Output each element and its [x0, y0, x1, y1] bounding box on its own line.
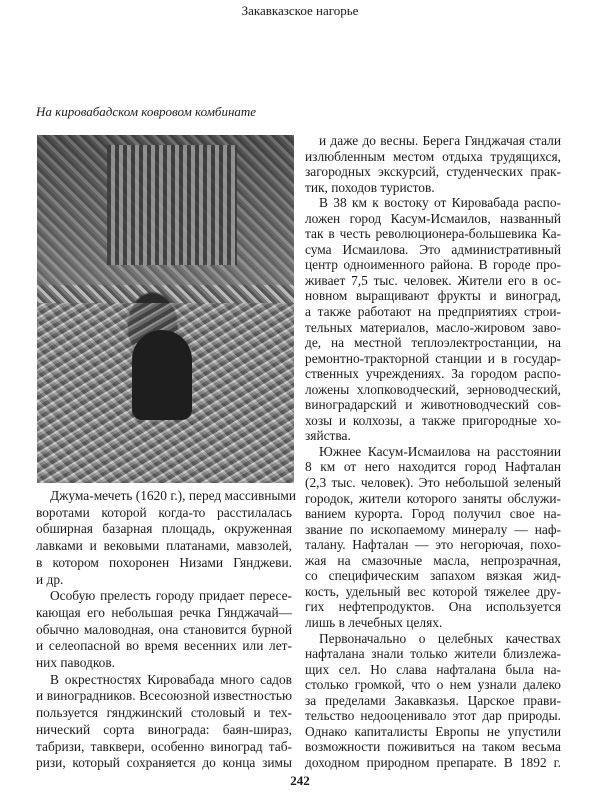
- hanging-carpet: [107, 145, 237, 265]
- text-line: талану. Нафталан — это негорючая, похо-: [305, 537, 561, 553]
- text-line: гих нефтепродуктов. Она используется: [305, 599, 561, 615]
- text-line: Особую прелесть городу придает пересе-: [50, 588, 292, 604]
- text-line: хозы и колхозы, а также пригородные хо-: [305, 412, 561, 428]
- text-line: так в честь революционера-большевика Ка-: [305, 226, 561, 242]
- paragraph: [305, 444, 561, 631]
- text-line: тельство недооценивало этот дар природы.: [305, 708, 561, 724]
- paragraph: [305, 195, 561, 444]
- weaver-figure: [132, 330, 192, 420]
- text-line: воротами которой когда-то расстилалась: [36, 504, 292, 520]
- text-line: них паводков.: [36, 655, 116, 671]
- text-line: и др.: [36, 571, 64, 587]
- text-line: живает 7,5 тыс. человек. Жители его в ос-: [305, 272, 561, 288]
- text-line: кающая его небольшая речка Гянджачай—: [36, 604, 292, 620]
- text-line: со специфическим запахом вязкая жид-: [305, 568, 561, 584]
- text-line: в котором похоронен Низами Гянджеви.: [36, 554, 292, 570]
- text-line: городок, жители которого заняты обслужи-: [305, 490, 561, 506]
- paragraph: [305, 631, 561, 771]
- text-line: Однако капиталисты Европы не упустили: [305, 723, 561, 739]
- text-line: новном выращивают фрукты и виноград,: [305, 288, 561, 304]
- text-line: нический сорта винограда: баян-шираз,: [36, 721, 292, 737]
- text-line: ложен город Касум-Исмаилов, названный: [305, 210, 561, 226]
- text-line: кость, удельный вес которой тяжелее дру-: [305, 583, 561, 599]
- text-line: и селеопасной во время весенних или лет-: [36, 638, 292, 654]
- text-line: щих сел. Но слава нафталана была на-: [305, 661, 561, 677]
- text-line: излюбленным местом отдыха трудящихся,: [305, 148, 561, 164]
- text-line: ремонтно-тракторной станции и в государ-: [305, 350, 561, 366]
- photo-caption: На кировабадском ковровом комбинате: [36, 104, 257, 119]
- text-line: загородных экскурсий, студенческих прак-: [305, 164, 561, 180]
- text-line: Джума-мечеть (1620 г.), перед массивными: [50, 488, 297, 503]
- text-line: лавками и вековыми платанами, мавзолей,: [36, 538, 292, 554]
- text-line: пользуется гянджинский столовый и тех-: [36, 705, 292, 721]
- text-line: ванием курорта. Город получил свое на-: [305, 506, 561, 522]
- text-line: тельных материалов, масло-жировом заво-: [305, 319, 561, 335]
- text-line: и даже до весны. Берега Гянджачая стали: [319, 133, 561, 148]
- text-line: обширная базарная площадь, окруженная: [36, 521, 292, 537]
- text-line: столько громкой, что о нем узнали далеко: [305, 677, 561, 693]
- text-line: за пределами Закавказья. Царское прави-: [305, 692, 561, 708]
- text-line: ложены хлопководческий, зерноводческий,: [305, 381, 561, 397]
- paragraph: [36, 588, 292, 672]
- text-line: Южнее Касум-Исмаилова на расстоянии: [319, 443, 561, 459]
- right-text-column: [305, 133, 561, 770]
- carpet-factory-photo: [37, 135, 294, 483]
- text-line: а также работают на предприятиях строи-: [305, 304, 561, 320]
- text-line: доходном природном препарате. В 1892 г.: [305, 754, 561, 770]
- text-line: ризи, который сохраняется до конца зимы: [36, 755, 292, 771]
- text-line: (2,3 тыс. человек). Это небольшой зеленый: [305, 475, 561, 491]
- left-text-column: [36, 488, 297, 772]
- text-line: нафталана знали только жители близлежа-: [305, 646, 561, 662]
- text-line: виноградарский и животноводческий сов-: [305, 397, 561, 413]
- text-line: лишь в лечебных целях.: [305, 614, 443, 630]
- paragraph: [36, 488, 297, 588]
- text-line: тик, походов туристов.: [305, 179, 435, 195]
- text-line: центр одноименного района. В городе про-: [305, 257, 561, 273]
- paragraph: [305, 133, 561, 195]
- text-line: жая на смазочные масла, непрозрачная,: [305, 552, 561, 568]
- text-line: Первоначально о целебных качествах: [319, 630, 561, 646]
- paragraph: [36, 672, 292, 772]
- text-line: и виноградников. Всесоюзной известностью: [36, 688, 292, 704]
- text-line: обычно маловодная, она становится бурной: [36, 621, 292, 637]
- text-line: звание по ископаемому минералу — наф-: [305, 521, 561, 537]
- text-line: табризи, тавквери, особенно виноград таб-: [36, 738, 292, 754]
- page-number: 242: [290, 773, 310, 788]
- running-head: Закавказское нагорье: [241, 3, 359, 18]
- text-line: В окрестностях Кировабада много садов: [50, 671, 292, 687]
- text-line: возможности поживиться на таком весьма: [305, 739, 561, 755]
- text-line: сума Исмаилова. Это административный: [305, 241, 561, 257]
- text-line: ственных учреждениях. За городом распо-: [305, 366, 561, 382]
- text-line: де, на местной теплоэлектростанции, на: [305, 335, 561, 351]
- text-line: В 38 км к востоку от Кировабада распо-: [319, 195, 561, 211]
- text-line: зяйства.: [305, 428, 351, 444]
- text-line: 8 км от него находится город Нафталан: [305, 459, 561, 475]
